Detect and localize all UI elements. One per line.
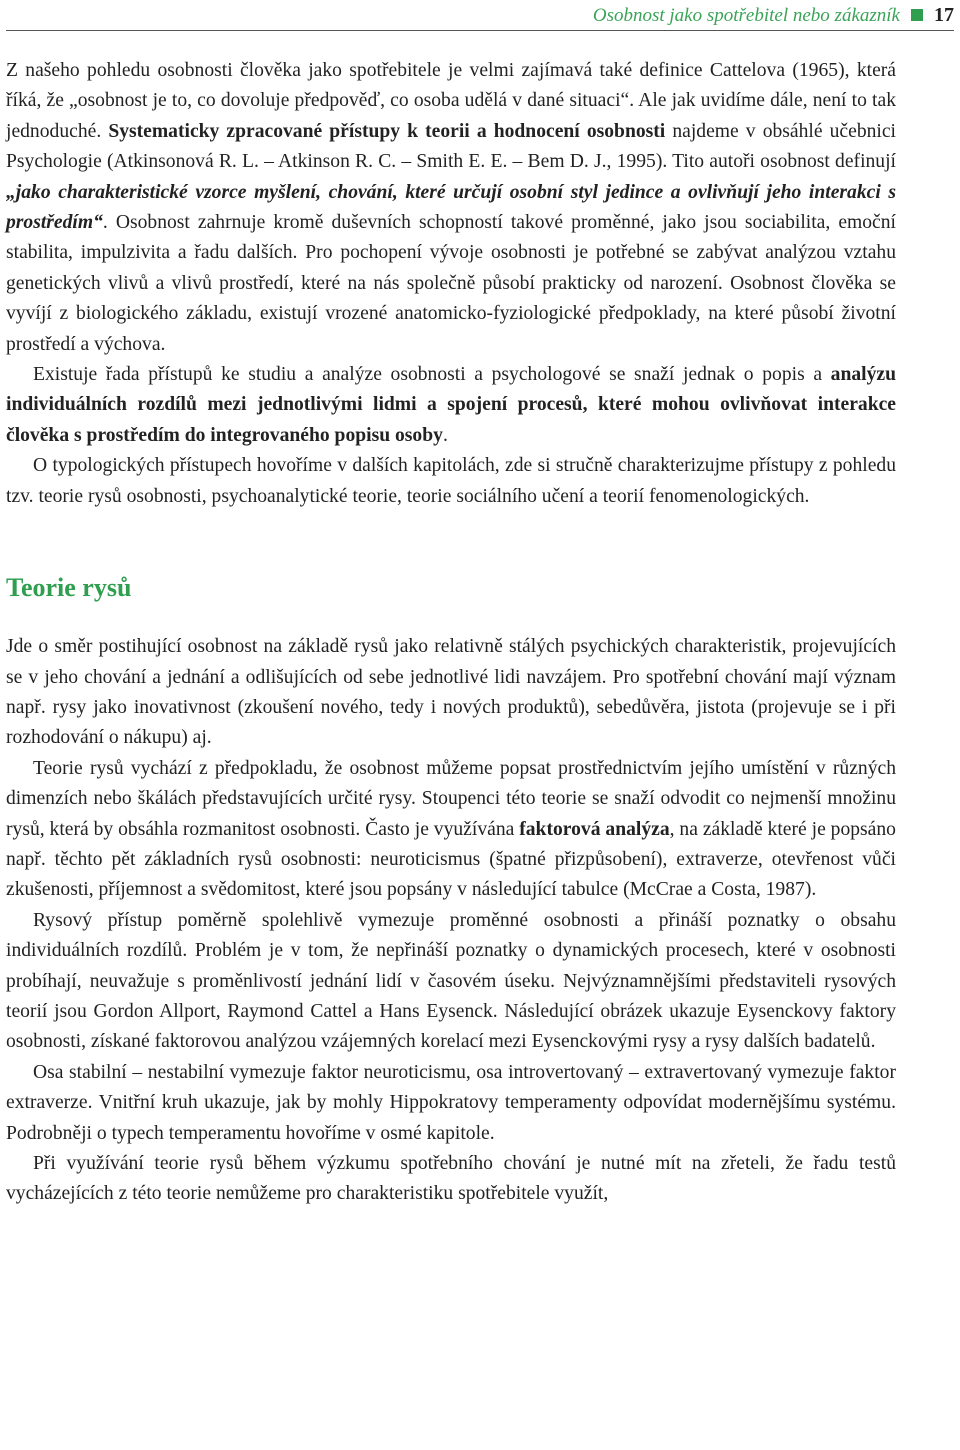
text-run: . Osobnost zahrnuje kromě duševních schopností takové proměnné, jako jsou sociabilita, emoční stabilita, impulzivita a řadu dalších. Pro pochopení vývoje osobnosti je potřebné se zabývat analýzou vztahu genetických vlivů a vlivů prostředí, které na nás společně působí prakticky od narození. Osobnost člověka se vyvíjí z biologického základu, existují vrozené anatomicko-fyziologické předpoklady, na které působí životní prostředí a výchova.: [6, 212, 896, 355]
section-heading: Teorie rysů: [6, 573, 132, 603]
text-run: , na základě které je popsáno např. těchto pět základních rysů osobnosti: neuroticismus (špatné přizpůsobení), extraverze, otevřenost vůči zkušenosti, příjemnost a svědomitost, které jsou popsány v následující tabulce (McCrae a Costa, 1987).: [6, 818, 896, 901]
text-run: O typologických přístupech hovoříme v dalších kapitolách, zde si stručně charakterizujme přístupy z pohledu tzv. teorie rysů osobnosti, psychoanalytické teorie, teorie sociálního učení a teorií fenomenologických.: [6, 455, 896, 507]
page-header: [0, 0, 960, 30]
text-run: Existuje řada přístupů ke studiu a analýze osobnosti a psychologové se snaží jednak o popis a: [33, 364, 831, 386]
bold-text: Systematicky zpracované přístupy k teorii a hodnocení osobnosti: [108, 120, 666, 142]
page-content: [6, 56, 896, 1210]
paragraph: [6, 1149, 896, 1210]
paragraph: [6, 754, 896, 906]
bold-text: analýzu individuálních rozdílů mezi jednotlivými lidmi a spojení procesů, které mohou ovlivňovat interakce člověka s prostředím do integrovaného popisu osoby: [6, 364, 896, 446]
paragraph: [6, 451, 896, 512]
bold-text: faktorová analýza: [519, 818, 670, 840]
text-run: Osa stabilní – nestabilní vymezuje faktor neuroticismu, osa introvertovaný – extravertovaný vymezuje faktor extraverze. Vnitřní kruh ukazuje, jak by mohly Hippokratovy temperamenty odpovídat modernějšímu systému. Podrobněji o typech temperamentu hovoříme v osmé kapitole.: [6, 1061, 896, 1144]
bold-italic-text: „jako charakteristické vzorce myšlení, chování, které určují osobní styl jedince a ovlivňují jeho interakci s prostředím“: [6, 181, 896, 234]
header-rule: [6, 30, 954, 31]
paragraph: [6, 906, 896, 1058]
paragraph: [6, 632, 896, 754]
text-run: Z našeho pohledu osobnosti člověka jako spotřebitele je velmi zajímavá také definice Cattelova (1965), která říká, že „osobnost je to, co dovoluje předpověď, co osoba udělá v dané situaci“. Ale jak uvidíme dále, není to tak jednoduché.: [6, 60, 896, 142]
paragraph: [6, 56, 896, 360]
text-run: Teorie rysů vychází z předpokladu, že osobnost můžeme popsat prostřednictvím jejího umístění v různých dimenzích nebo škálách představujících určité rysy. Stoupenci této teorie se snaží odvodit co nejmenší množinu rysů, která by obsáhla rozmanitost osobnosti. Často je využívána: [6, 757, 896, 840]
page-number: 17: [934, 4, 954, 26]
text-run: .: [442, 424, 448, 446]
paragraph: [6, 360, 896, 451]
text-run: Jde o směr postihující osobnost na základě rysů jako relativně stálých psychických charakteristik, projevujících se v jeho chování a jednání a odlišujících od sebe jednotlivé lidi navzájem. Pro spotřební chování mají význam např. rysy jako inovativnost (zkoušení nového, tedy i nových produktů), sebedůvěra, jistota (projevuje se i při rozhodování o nákupu) aj.: [6, 636, 896, 749]
running-head: Osobnost jako spotřebitel nebo zákazník: [592, 5, 900, 26]
text-run: Při využívání teorie rysů během výzkumu spotřebního chování je nutné mít na zřeteli, že řadu testů vycházejících z této teorie nemůžeme pro charakteristiku spotřebitele využít,: [6, 1153, 896, 1205]
text-run: Rysový přístup poměrně spolehlivě vymezuje proměnné osobnosti a přináší poznatky o obsahu individuálních rozdílů. Problém je v tom, že nepřináší poznatky o dynamických procesech, které v osobnosti probíhají, neuvažuje s proměnlivostí jednání lidí v časovém úseku. Nejvýznamnějšími představiteli rysových teorií jsou Gordon Allport, Raymond Cattel a Hans Eysenck. Následující obrázek ukazuje Eysenckovy faktory osobnosti, získané faktorovou analýzou vzájemných korelací mezi Eysenckovými rysy a rysy dalších badatelů.: [6, 909, 896, 1053]
paragraph: [6, 1058, 896, 1149]
header-square-marker: [911, 9, 923, 21]
text-run: najdeme v obsáhlé učebnici Psychologie (Atkinsonová R. L. – Atkinson R. C. – Smith E. E. – Bem D. J., 1995). Tito autoři osobnost definují: [6, 120, 897, 173]
